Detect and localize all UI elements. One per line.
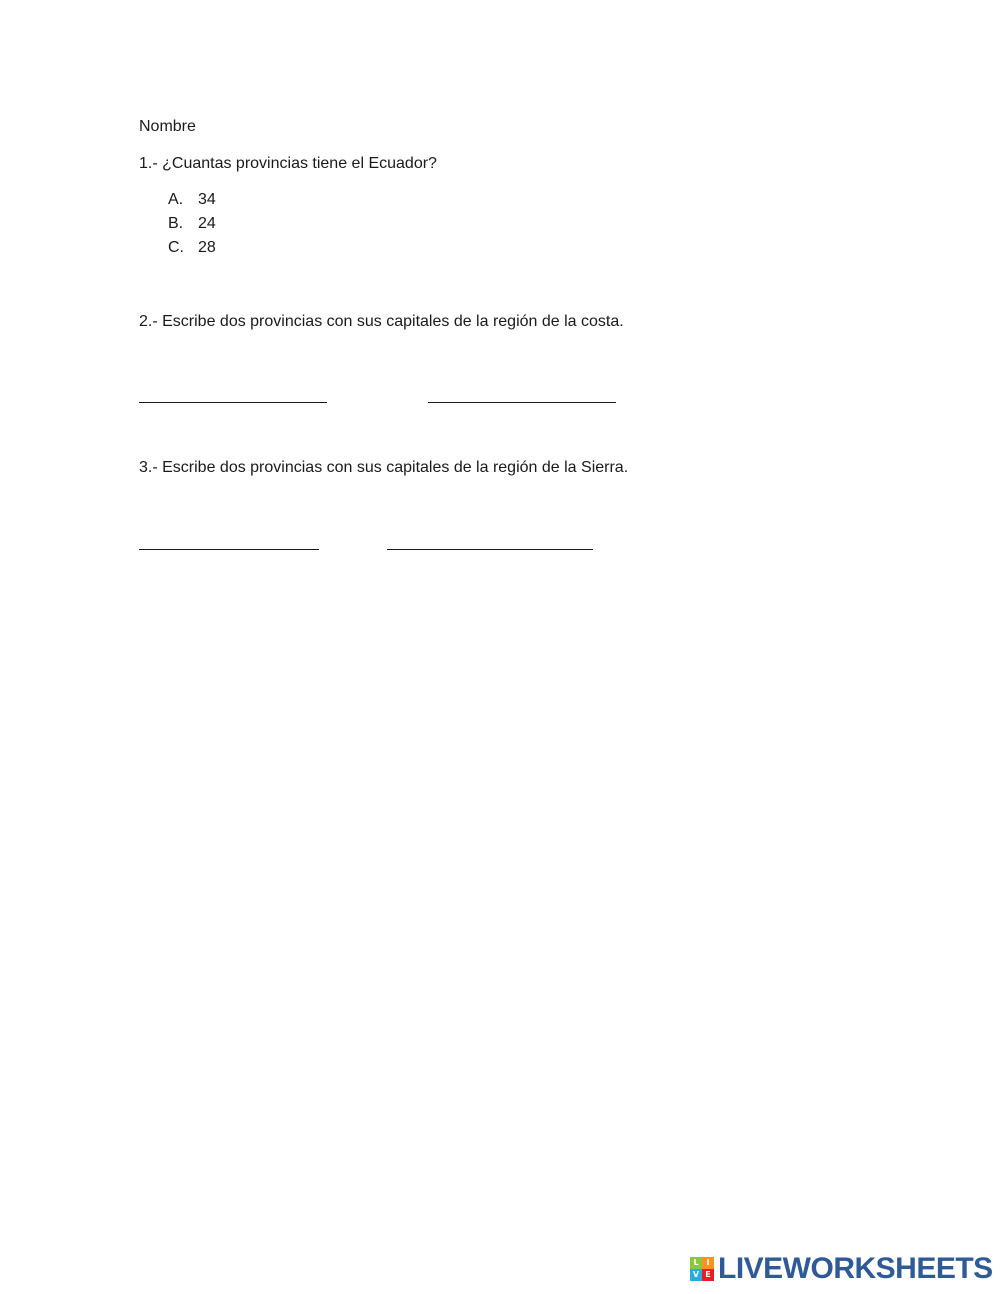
question-2-answer-blank-1[interactable] — [139, 402, 327, 403]
question-3-answer-blank-1[interactable] — [139, 549, 319, 550]
logo-mark-letter: L — [690, 1257, 702, 1269]
logo-mark-letter: E — [702, 1269, 714, 1281]
liveworksheets-logo — [690, 1254, 993, 1284]
question-3-text: 3.- Escribe dos provincias con sus capitales de la región de la Sierra. — [139, 459, 629, 476]
logo-mark-icon — [690, 1257, 714, 1281]
option-a-letter: A. — [168, 191, 184, 208]
option-b-letter: B. — [168, 215, 184, 232]
name-label: Nombre — [139, 118, 196, 135]
logo-mark-letter: I — [702, 1257, 714, 1269]
question-1-text: 1.- ¿Cuantas provincias tiene el Ecuador? — [139, 155, 437, 172]
question-2-text: 2.- Escribe dos provincias con sus capitales de la región de la costa. — [139, 313, 624, 330]
logo-text: LIVEWORKSHEETS — [718, 1252, 993, 1285]
option-b-value: 24 — [198, 215, 216, 232]
question-2-answer-blank-2[interactable] — [428, 402, 616, 403]
question-3-answer-blank-2[interactable] — [387, 549, 593, 550]
option-c-value: 28 — [198, 239, 216, 256]
option-a-value: 34 — [198, 191, 216, 208]
logo-mark-letter: V — [690, 1269, 702, 1281]
option-c-letter: C. — [168, 239, 184, 256]
